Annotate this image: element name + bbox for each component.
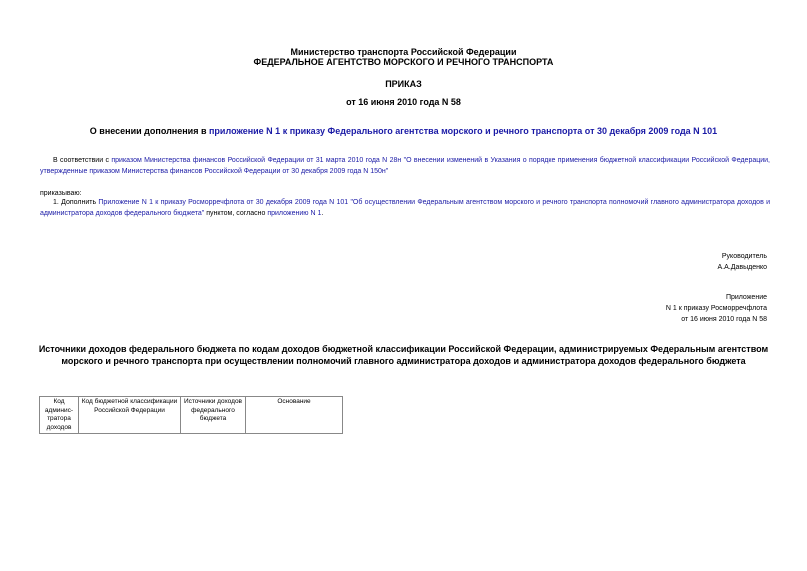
signature-name: А.А.Давыденко	[717, 264, 767, 271]
annex-header-line3: от 16 июня 2010 года N 58	[681, 316, 767, 323]
item-1-number: 1. Дополнить	[53, 199, 99, 206]
table-header-row	[40, 397, 343, 434]
item-1-end: .	[321, 210, 324, 217]
col-budget-code: Код бюджетной классификации Российской Федерации	[79, 397, 181, 434]
signature-position: Руководитель	[721, 253, 767, 260]
annex-title: Источники доходов федерального бюджета по кодам доходов бюджетной классификации Российской Федерации, администрируемых Федеральным агентством морского и речного транспорта при осуществлении полномочий главного администратора доходов и администратора доходов федерального бюджета	[38, 344, 769, 366]
preamble-paragraph	[40, 155, 770, 177]
col-basis: Основание	[246, 397, 343, 434]
order-subject	[0, 126, 807, 137]
annex-1-link[interactable]: приложению N 1	[267, 210, 322, 217]
subject-prefix: О внесении дополнения в	[89, 126, 209, 136]
order-word: приказываю:	[40, 190, 82, 197]
item-1-paragraph	[40, 197, 770, 219]
signature-block	[718, 251, 768, 273]
annex-header	[666, 292, 767, 325]
annex-header-line2: N 1 к приказу Росморречфлота	[665, 305, 767, 312]
doc-date: от 16 июня 2010 года N 58	[346, 97, 461, 107]
col-revenue-sources: Источники доходов федерального бюджета	[181, 397, 246, 434]
ministry-title: Министерство транспорта Российской Федерации	[290, 47, 517, 57]
annex-header-line1: Приложение	[725, 294, 767, 301]
item-1-middle: пунктом, согласно	[204, 210, 268, 217]
rosmorrechflot-annex-link[interactable]: Приложение N 1 к приказу Росморречфлота от 30 декабря 2009 года N 101 "Об осуществлении Федеральным агентством морского и речного транспорта полномочий главного администратора доходов и администратора доходов федерального бюджета"	[40, 199, 770, 217]
revenue-sources-table	[39, 396, 343, 434]
minfin-order-link[interactable]: приказом Министерства финансов Российской Федерации от 31 марта 2010 года N 28н "О внесении изменений в Указания о порядке применения бюджетной классификации Российской Федерации, утвержденные приказом Министерства финансов Российской Федерации от 30 декабря 2009 года N 150н"	[40, 157, 771, 175]
doc-type: ПРИКАЗ	[385, 79, 422, 89]
col-admin-code: Код админис-тратора доходов	[40, 397, 79, 434]
subject-annex-link[interactable]: приложение N 1 к приказу Федерального агентства морского и речного транспорта от 30 декабря 2009 года N 101	[209, 126, 718, 136]
preamble-prefix: В соответствии с	[53, 157, 112, 164]
agency-title: ФЕДЕРАЛЬНОЕ АГЕНТСТВО МОРСКОГО И РЕЧНОГО ТРАНСПОРТА	[253, 57, 554, 67]
